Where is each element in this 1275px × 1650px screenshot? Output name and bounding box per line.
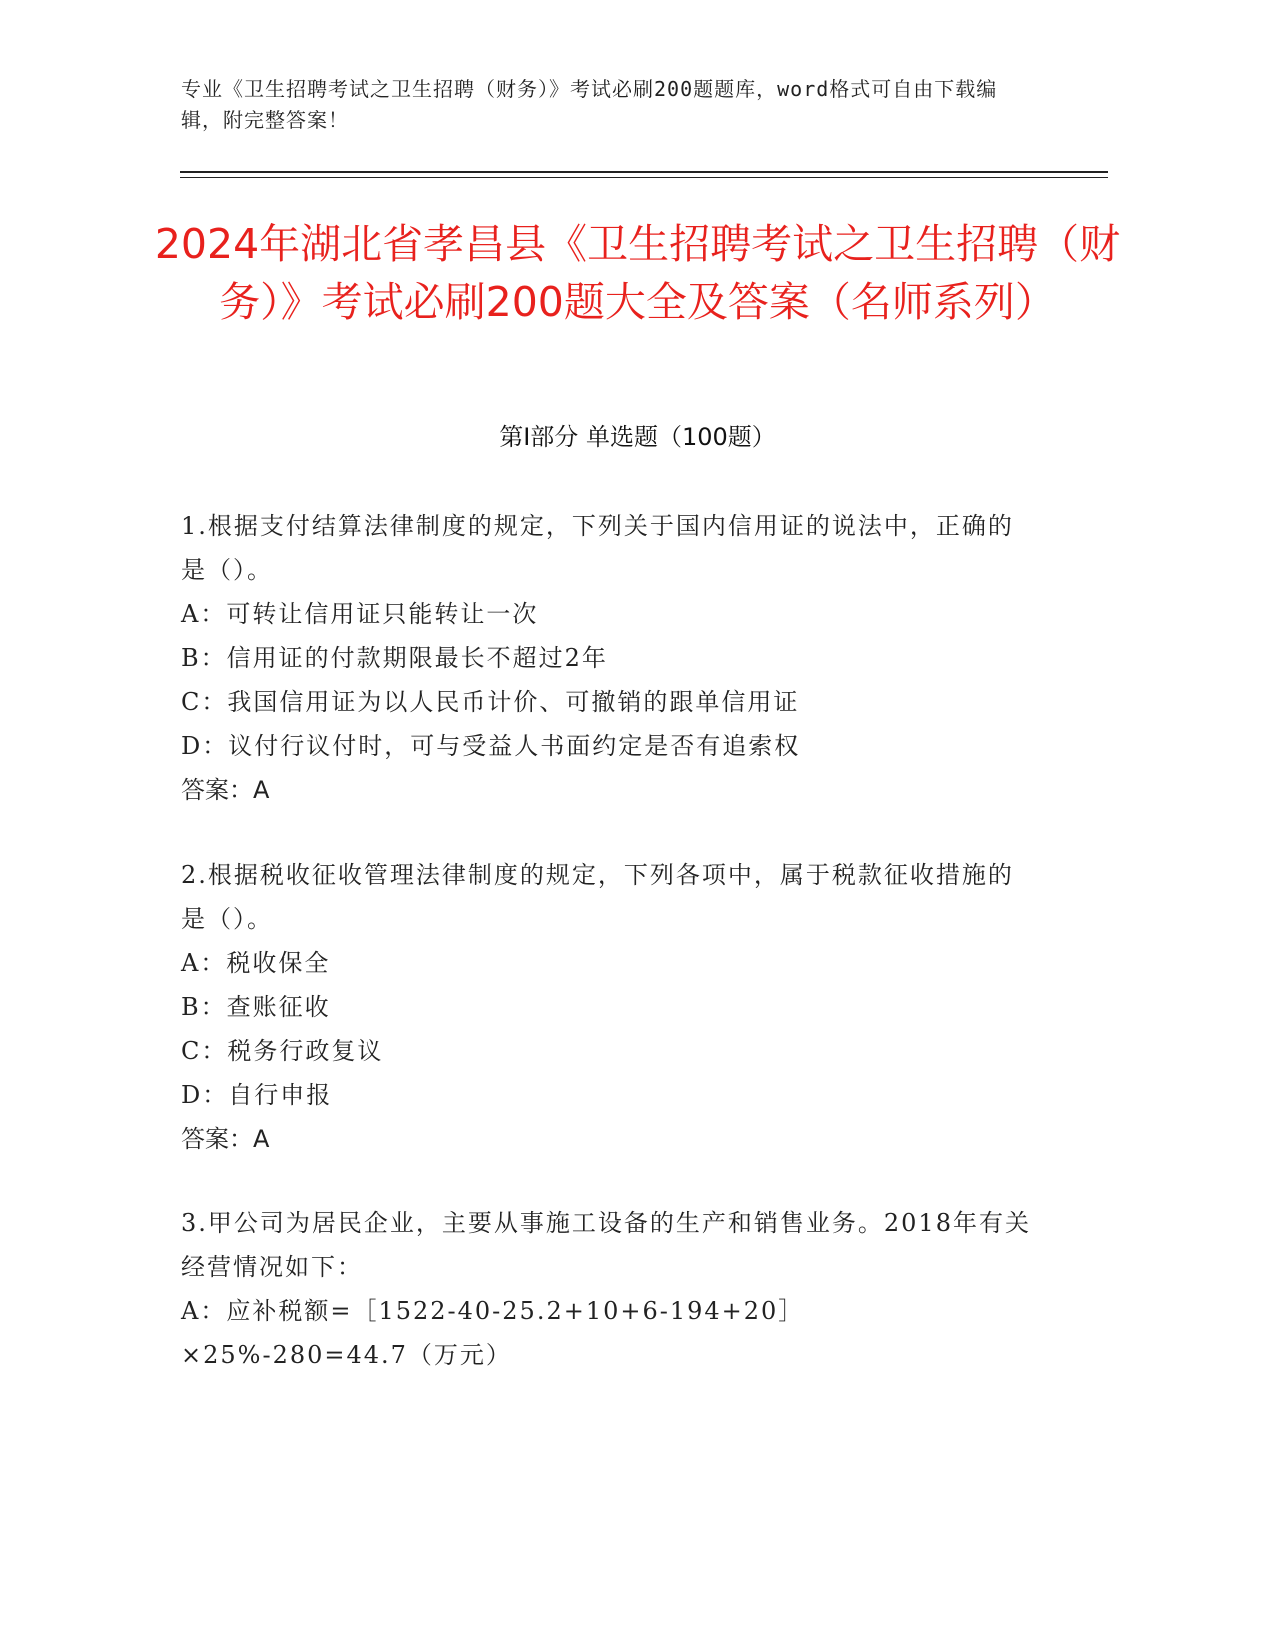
option-c: C：税务行政复议 [181,1037,384,1065]
option-a: A：应补税额=［1522-40-25.2+10+6-194+20］×25%-280=44.7（万元） [181,1297,805,1369]
option-c: C：我国信用证为以人民币计价、可撤销的跟单信用证 [181,688,800,716]
header-divider-thin [180,177,1108,178]
option-d: D：议付行议付时，可与受益人书面约定是否有追索权 [181,732,801,760]
question-stem: 3.甲公司为居民企业，主要从事施工设备的生产和销售业务。2018年有关经营情况如下： [181,1209,1031,1281]
question-stem: 1.根据支付结算法律制度的规定，下列关于国内信用证的说法中，正确的是（）。 [181,512,1014,584]
question-1 [181,504,1031,812]
answer-label: 答案：A [181,1125,270,1153]
option-a: A：可转让信用证只能转让一次 [181,600,539,628]
option-b: B：信用证的付款期限最长不超过2年 [181,644,608,672]
option-b: B：查账征收 [181,993,331,1021]
question-2 [181,853,1031,1161]
header-divider-thick [180,171,1108,173]
document-title: 2024年湖北省孝昌县《卫生招聘考试之卫生招聘（财务）》考试必刷200题大全及答案（名师系列） [154,220,1121,326]
option-d: D：自行申报 [181,1081,333,1109]
question-3 [181,1201,1031,1377]
question-stem: 2.根据税收征收管理法律制度的规定，下列各项中，属于税款征收措施的是（）。 [181,861,1014,933]
header-note: 专业《卫生招聘考试之卫生招聘（财务）》考试必刷200题题库，word格式可自由下载编辑，附完整答案！ [181,77,998,132]
answer-label: 答案：A [181,776,270,804]
section-heading: 第I部分 单选题（100题） [499,423,776,451]
option-a: A：税收保全 [181,949,331,977]
